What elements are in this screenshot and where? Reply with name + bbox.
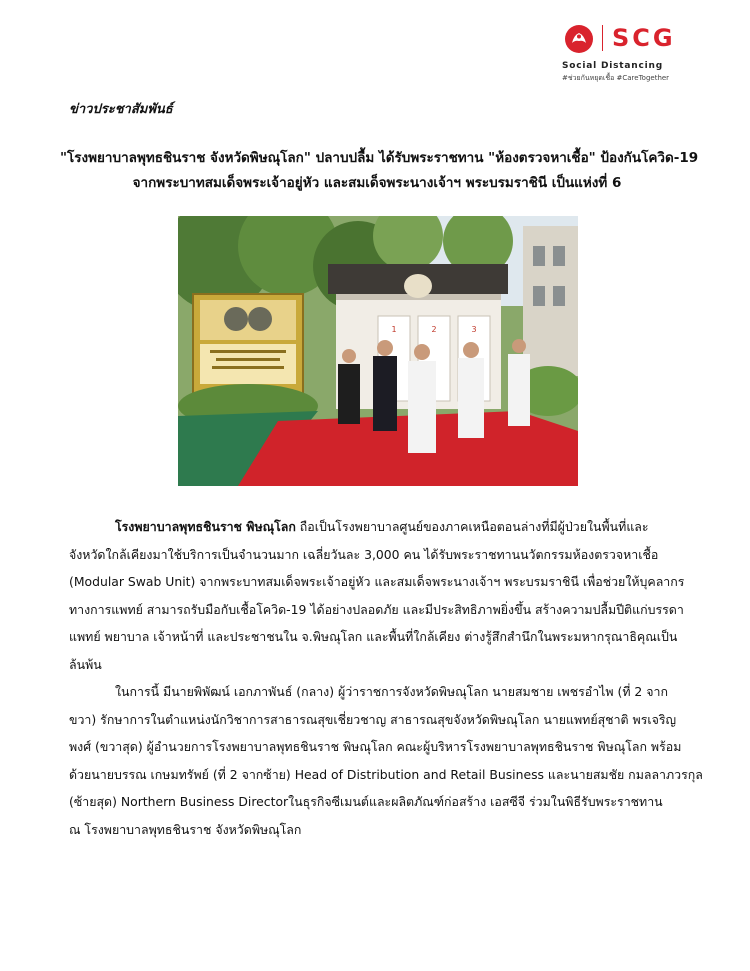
headline-line-2: จากพระบาทสมเด็จพระเจ้าอยู่หัว และสมเด็จพระนางเจ้าฯ พระบรมราชินี เป็นแห่งที่ 6	[132, 175, 622, 191]
section-label: ข่าวประชาสัมพันธ์	[69, 102, 173, 117]
logo-brand-text: SCG	[612, 24, 676, 52]
para1-line-6: ล้นพ้น	[69, 656, 102, 672]
para1-line-1-text: ถือเป็นโรงพยาบาลศูนย์ของภาคเหนือตอนล่างที่มีผู้ป่วยในพื้นที่และ	[295, 519, 649, 534]
para2-line-6: ณ โรงพยาบาลพุทธชินราช จังหวัดพิษณุโลก	[69, 821, 302, 837]
headline	[60, 146, 699, 196]
logo-hashtags: #ช่วยกันหยุดเชื้อ #CareTogether	[562, 74, 670, 82]
article-body	[69, 513, 703, 843]
para2-line-3: พงศ์ (ขวาสุด) ผู้อำนวยการโรงพยาบาลพุทธชินราช พิษณุโลก คณะผู้บริหารโรงพยาบาลพุทธชินราช พิษณุโลก พร้อม	[69, 739, 682, 754]
logo-tagline: Social Distancing	[562, 61, 663, 71]
booth-number-1: 1	[391, 325, 397, 334]
para2-line-1: ในการนี้ มีนายพิพัฒน์ เอกภาพันธ์ (กลาง) ผู้ว่าราชการจังหวัดพิษณุโลก นายสมชาย เพชรอำไพ (ที่ 2 จาก	[115, 684, 668, 699]
para1-line-4: ทางการแพทย์ สามารถรับมือกับเชื้อโควิด-19 ได้อย่างปลอดภัย และมีประสิทธิภาพยิ่งขึ้น สร้างความปลื้มปีติแก่บรรดา	[69, 601, 684, 617]
scg-logo	[560, 22, 730, 82]
para1-line-2: จังหวัดใกล้เคียงมาใช้บริการเป็นจำนวนมาก เฉลี่ยวันละ 3,000 คน ได้รับพระราชทานนวัตกรรมห้องตรวจหาเชื้อ	[69, 546, 659, 562]
booth-number-3: 3	[471, 325, 477, 334]
para1-line-3: (Modular Swab Unit) จากพระบาทสมเด็จพระเจ้าอยู่หัว และสมเด็จพระนางเจ้าฯ พระบรมราชินี เพื่อช่วยให้บุคลากร	[69, 574, 685, 589]
booth-number-2: 2	[431, 325, 437, 334]
scg-emblem-icon	[564, 24, 594, 54]
para2-line-2: ขวา) รักษาการในตำแหน่งนักวิชาการสาธารณสุขเชี่ยวชาญ สาธารณสุขจังหวัดพิษณุโลก นายแพทย์สุชาติ พรเจริญ	[69, 711, 677, 727]
para1-line-1	[69, 513, 693, 541]
para1-line-5: แพทย์ พยาบาล เจ้าหน้าที่ และประชาชนใน จ.พิษณุโลก และพื้นที่ใกล้เคียง ต่างรู้สึกสำนึกในพระมหากรุณาธิคุณเป็น	[69, 629, 678, 644]
logo-divider	[602, 25, 603, 51]
headline-line-1: "โรงพยาบาลพุทธชินราช จังหวัดพิษณุโลก" ปลาบปลื้ม ได้รับพระราชทาน "ห้องตรวจหาเชื้อ" ป้องกันโควิด-19	[60, 150, 699, 166]
para2-line-5: (ซ้ายสุด) Northern Business Directorในธุรกิจซีเมนต์และผลิตภัณฑ์ก่อสร้าง เอสซีจี ร่วมในพิธีรับพระราชทาน	[69, 794, 663, 809]
ceremony-photo	[178, 216, 578, 486]
para2-line-4: ด้วยนายบรรณ เกษมทรัพย์ (ที่ 2 จากซ้าย) Head of Distribution and Retail Business และนายสมชัย กมลลาภวรกุล	[69, 766, 703, 782]
para1-lead: โรงพยาบาลพุทธชินราช พิษณุโลก	[115, 519, 296, 534]
